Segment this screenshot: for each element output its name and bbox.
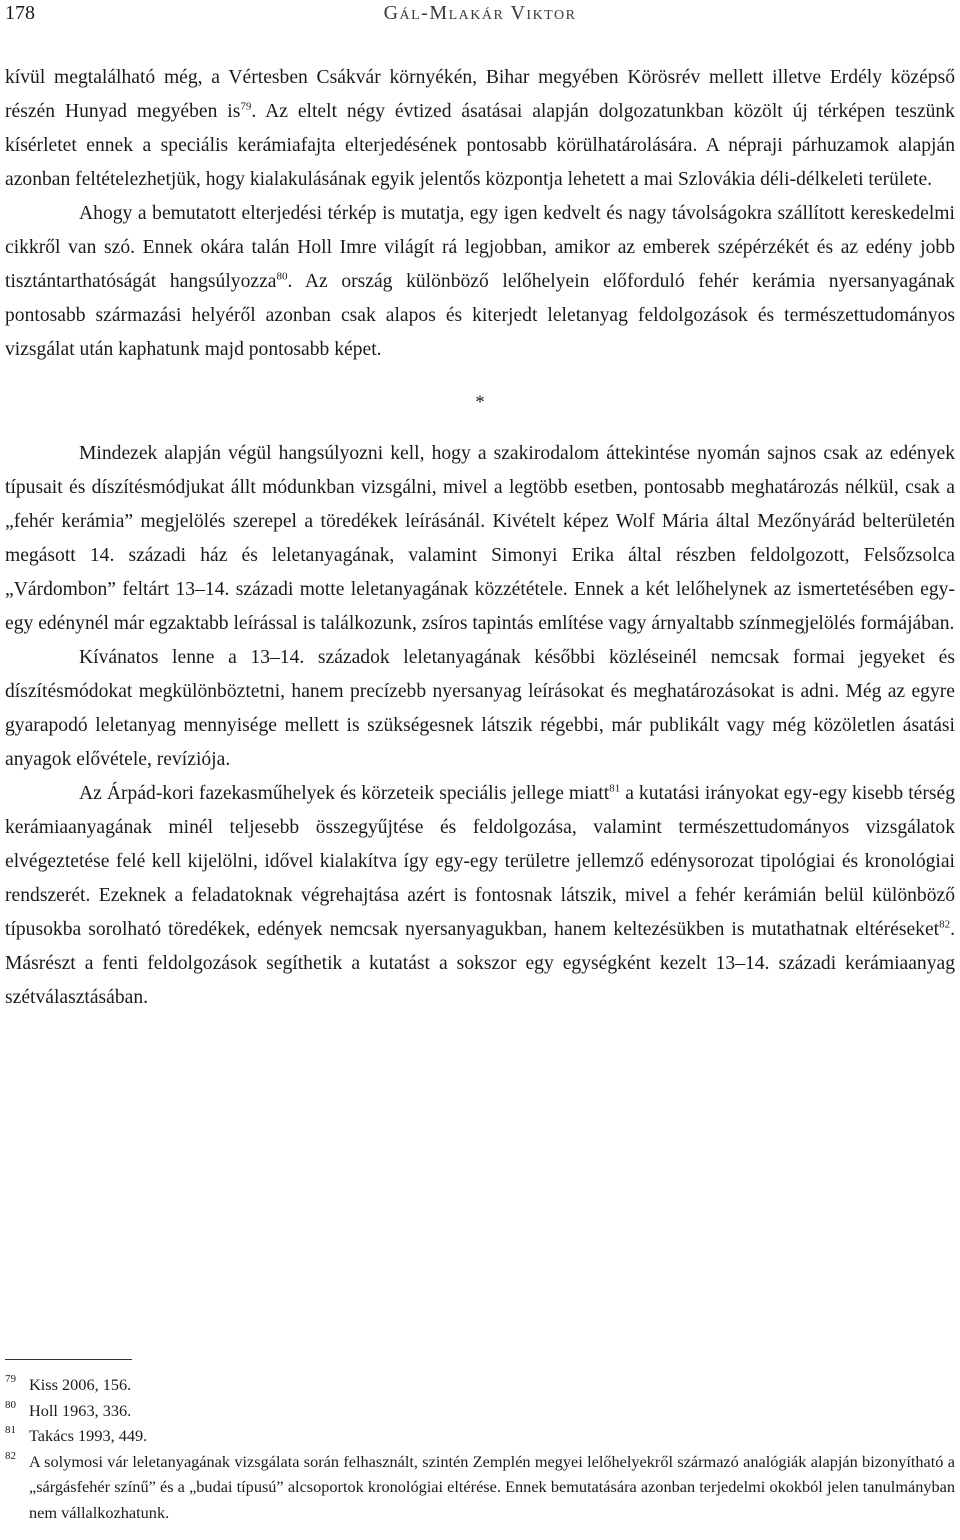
footnote-number: 81 [5,1424,16,1436]
footnote-reference: 82 [939,918,951,931]
footnote-text: A solymosi vár leletanyagának vizsgálata során felhasznált, szintén Zemplén megyei lelőhelyekről származó analógiák alapján bizonyítható a „sárgásfehér színű” és a „budai típusú” alcsoportok kronológiai eltérése. Ennek bemutatására azonban terjedelmi okokból jelen tanulmányban nem vállalkozhatunk. [29,1451,955,1522]
footnote-reference: 79 [240,100,252,113]
footnote [5,1398,955,1424]
paragraph-text: . Másrészt a fenti feldolgozások segíthetik a kutatást a sokszor egy egységként kezelt 13–14. századi kerámiaanyag szétválasztásában. [5,919,955,1008]
paragraph-text: . Az eltelt négy évtized ásatásai alapján dolgozatunkban közölt új térképen teszünk kísérletet ennek a speciális kerámiafajta elterjedésének pontosabb körülhatárolására. A népraji párhuzamok alapján azonban feltételezhetjük, hogy kialakulásának egyik jelentős központja lehetett a mai Szlovákia déli-délkeleti területe. [5,101,955,190]
footnote [5,1449,955,1526]
footnote [5,1372,955,1398]
footnote [5,1423,955,1449]
paragraph-text: a kutatási irányokat egy-egy kisebb térség kerámiaanyagának minél teljesebb összegyűjtése és feldolgozása, valamint természettudományos vizsgálatok elvégeztetése felé kell kijelölni, idővel kialakítva így egy-egy területre jellemző edénysorozat tipológiai és kronológiai rendszerét. Ezeknek a feladatoknak végrehajtása azért is fontosnak látszik, mivel a fehér kerámián belül különböző típusokba sorolható töredékek, edények nemcsak nyersanyagukban, hanem keltezésükben is mutathatnak eltéréseket [5,783,955,940]
footnote-number: 80 [5,1398,16,1411]
paragraph [5,777,955,1015]
body-text [5,61,955,1015]
footnote-text: Takács 1993, 449. [29,1426,148,1445]
paragraph-text: Kívánatos lenne a 13–14. századok leletanyagának későbbi közléseinél nemcsak formai jegyeket és díszítésmódokat megkülönböztetni, hanem precízebb nyersanyag leírásokat és meghatározásokat is adni. Még az egyre gyarapodó leletanyag mennyisége mellett is szükségesnek látszik régebbi, már publikált vagy még közöletlen ásatási anyagok elővétele, revíziója. [5,647,955,770]
footnote-reference: 80 [276,270,288,283]
section-break-asterisk: * [475,392,485,413]
footnote-text: Holl 1963, 336. [29,1400,132,1420]
footnote-reference: 81 [609,782,621,795]
paragraph [5,61,955,197]
paragraph-text: kívül megtalálható még, a Vértesben Csákvár környékén, Bihar megyében Körösrév mellett illetve Erdély középső részén Hunyad megyében is [5,67,955,122]
page-number: 178 [5,2,35,24]
paragraph-text: Az Árpád-kori fazekasműhelyek és körzeteik speciális jellege miatt [79,783,610,804]
paragraph [5,641,955,777]
paragraph-text: Mindezek alapján végül hangsúlyozni kell, hogy a szakirodalom áttekintése nyomán sajnos csak az edények típusait és díszítésmódjukat állt módunkban vizsgálni, mivel a legtöbb esetben, pontosabb meghatározás nélkül, csak a „fehér kerámia” megjelölés szerepel a töredékek leírásánál. Kivételt képez Wolf Mária által Mezőnyárád belterületén megásott 14. századi ház és leletanyagának, valamint Simonyi Erika által részben feldolgozott, Felsőzsolca „Várdombon” feltárt 13–14. századi motte leletanyagának közzététele. Ennek a két lelőhelynek az ismertetésében egy-egy edénynél már egzaktabb leírással is találkozunk, zsíros tapintás említése vagy árnyaltabb színmegjelölés formájában. [5,443,955,634]
page-header [5,2,955,28]
footnote-number: 82 [5,1449,16,1462]
footnote-number: 79 [5,1373,16,1385]
footnotes [5,1372,955,1525]
footnote-text: Kiss 2006, 156. [29,1375,132,1394]
paragraph [5,437,955,641]
paragraph-text: . Az ország különböző lelőhelyein előforduló fehér kerámia nyersanyagának pontosabb származási helyéről azonban csak alapos és kiterjedt leletanyag feldolgozások és természettudományos vizsgálat után kaphatunk majd pontosabb képet. [5,271,955,360]
footnote-separator [5,1359,132,1360]
paragraph-text: Ahogy a bemutatott elterjedési térkép is mutatja, egy igen kedvelt és nagy távolságokra szállított kereskedelmi cikkről van szó. Ennek okára talán Holl Imre világít rá legjobban, amikor az emberek szépérzékét és az edény jobb tisztántarthatóságát hangsúlyozza [5,203,955,292]
running-head-author: Gál-Mlakár Viktor [383,2,577,24]
paragraph [5,197,955,367]
